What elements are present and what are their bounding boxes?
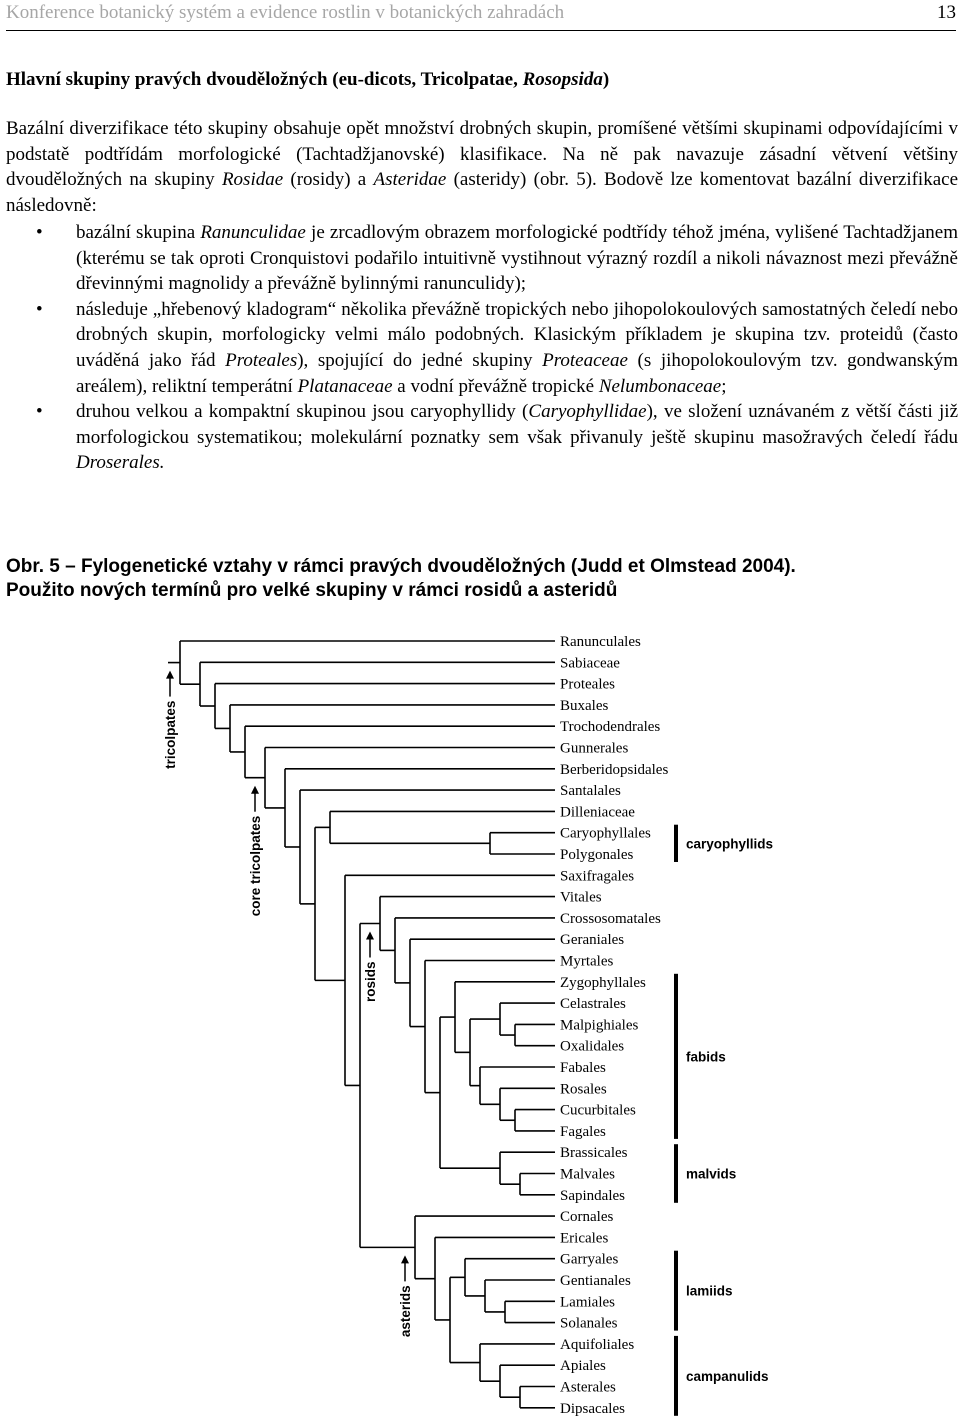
taxon-label: Brassicales — [560, 1145, 628, 1162]
italic-run: Proteales — [225, 349, 298, 371]
taxon-label: Fabales — [560, 1060, 606, 1076]
arrow-head-icon — [366, 931, 374, 939]
bullet-item — [0, 297, 958, 399]
taxon-label: Cornales — [560, 1209, 614, 1226]
taxon-label: Ericales — [560, 1230, 609, 1247]
text-run: druhou velkou a kompaktní skupinou jsou caryophyllidy ( — [76, 401, 529, 423]
text-run: Bazální diverzifikace této skupiny obsahuje opět množství drobných skupin, promíšené většími skupinami odpovídajícími v podstatě podtřídám morfologické (Tachtadžjanovské) klasifikace. Na ně pak navazuje zásadní větvení většiny dvouděložných na skupiny — [6, 118, 958, 191]
group-bracket — [674, 825, 773, 862]
taxon-label: Rosales — [560, 1081, 607, 1098]
taxon-label: Crossosomatales — [560, 910, 661, 927]
italic-run: Asteridae — [373, 169, 447, 191]
taxon-label: Malvales — [560, 1166, 615, 1183]
group-name: caryophyllids — [686, 836, 774, 852]
taxon-label: Santalales — [560, 783, 621, 800]
taxon-label: Lamiales — [560, 1294, 615, 1311]
clade-name: asterids — [398, 1285, 413, 1338]
running-header — [6, 0, 956, 31]
bracket-bar — [674, 825, 678, 862]
group-name: fabids — [686, 1049, 726, 1065]
text-run: bazální skupina — [76, 222, 201, 243]
text-run: následuje „hřebenový kladogram“ několika převážně tropických nebo jihopolokoulových samostatných čeledí nebo drobných skupin, morfologicky velmi málo podobných. Klasickým příkladem je skupina tzv. proteidů (často uváděná jako řád — [76, 298, 958, 371]
text-run: je zrcadlovým obrazem morfologické podtřídy téhož jména, vylišené Tachtadžjanem (kterému se tak oproti Cronquistovi podařilo intuitivně vystihnout výrazný rozdíl a nikoli návaznost mezi převážně dřevinnými magnolidy a převážně bylinnými ranunculidy); — [76, 222, 958, 295]
taxon-label: Oxalidales — [560, 1038, 625, 1055]
taxon-label: Fagales — [560, 1123, 606, 1140]
taxon-label: Apiales — [560, 1358, 606, 1375]
running-header-title: Konference botanický systém a evidence rostlin v botanických zahradách — [6, 2, 565, 23]
italic-run: Ranunculidae — [200, 222, 306, 243]
group-bracket — [674, 974, 726, 1139]
italic-run: Rosidae — [221, 169, 284, 191]
bullet-dot: • — [36, 222, 43, 243]
bullet-text — [76, 299, 958, 397]
text-run: ), ve složení uznávaném z větší části již morfologickou systematikou; molekulární poznatky sem však přivanuly ještě skupinu masožravých čeledí řádu — [76, 401, 958, 448]
clade-arrow-label — [398, 1255, 413, 1337]
bullet-item — [0, 220, 958, 297]
clade-arrow-label — [248, 786, 263, 917]
taxon-label: Aquifoliales — [560, 1336, 635, 1353]
phylogenetic-tree — [0, 620, 960, 1420]
arrow-head-icon — [401, 1255, 409, 1263]
group-bracket — [674, 1144, 736, 1203]
text-run: Hlavní skupiny pravých dvouděložných (eu-dicots, Tricolpatae, — [6, 69, 523, 90]
bracket-bar — [674, 1144, 678, 1203]
taxon-label: Zygophyllales — [560, 974, 646, 991]
taxon-label: Berberidopsidales — [560, 761, 669, 778]
italic-run: Droserales. — [76, 452, 165, 474]
taxon-label: Gunnerales — [560, 740, 629, 757]
group-bracket — [674, 1251, 733, 1331]
group-bracket — [674, 1336, 769, 1416]
taxon-label: Garryales — [560, 1251, 619, 1268]
group-name: campanulids — [686, 1368, 769, 1384]
taxon-label: Proteales — [560, 676, 615, 693]
bullet-item — [0, 399, 958, 476]
clade-arrow-label — [163, 671, 178, 769]
bullet-list — [0, 220, 958, 476]
page-number: 13 — [937, 2, 956, 23]
taxon-label: Dilleniaceae — [560, 804, 635, 821]
italic-run: Nelumbonaceae — [598, 375, 722, 397]
taxon-label: Caryophyllales — [560, 825, 651, 842]
text-run: (asteridy) (obr. 5). Bodově lze komentovat bazální diverzifikace následovně: — [6, 169, 959, 216]
group-name: lamiids — [686, 1283, 733, 1299]
taxon-label: Sabiaceae — [560, 655, 620, 672]
taxon-label: Celastrales — [560, 996, 626, 1013]
italic-run: Proteaceae — [542, 349, 628, 371]
text-run: (s jihopolokoulovým tzv. gondwanským areálem), reliktní temperátní — [76, 349, 958, 397]
italic-run: Caryophyllidae — [528, 401, 647, 423]
taxon-label: Gentianales — [560, 1273, 631, 1289]
text-run: ), spojující do jedné skupiny — [297, 349, 543, 371]
italic-run: Rosopsida — [522, 69, 603, 90]
taxon-label: Trochodendrales — [560, 719, 661, 736]
bracket-bar — [674, 1251, 678, 1331]
figure-caption-line2: Použito nových termínů pro velké skupiny v rámci rosidů a asteridů — [6, 580, 618, 601]
taxon-label: Saxifragales — [560, 868, 635, 885]
clade-name: core tricolpates — [248, 815, 263, 917]
taxon-label: Sapindales — [560, 1187, 625, 1204]
clade-name: tricolpates — [163, 700, 178, 769]
taxon-label: Geraniales — [560, 932, 625, 949]
section-heading — [6, 69, 609, 91]
taxon-label: Myrtales — [560, 953, 614, 970]
taxon-label: Solanales — [560, 1315, 618, 1332]
italic-run: Platanaceae — [297, 375, 393, 397]
taxon-label: Asterales — [560, 1379, 616, 1396]
taxon-label: Buxales — [560, 697, 609, 714]
bullet-dot: • — [36, 298, 43, 320]
figure-caption-line1: Obr. 5 – Fylogenetické vztahy v rámci pravých dvouděložných (Judd et Olmstead 2004). — [6, 556, 796, 577]
taxon-label: Cucurbitales — [560, 1102, 636, 1119]
group-name: malvids — [686, 1166, 737, 1182]
text-run: ; — [721, 375, 727, 397]
bullet-text — [76, 222, 958, 294]
intro-paragraph — [6, 116, 958, 218]
clade-arrow-label — [363, 931, 378, 1002]
bracket-bar — [674, 974, 678, 1139]
text-run: a vodní převážně tropické — [392, 375, 599, 397]
taxon-label: Vitales — [560, 889, 602, 906]
figure-caption — [6, 555, 956, 603]
arrow-head-icon — [166, 671, 174, 679]
text-run: ) — [602, 69, 610, 90]
text-run: (rosidy) a — [283, 169, 374, 191]
taxon-label: Polygonales — [560, 847, 634, 863]
arrow-head-icon — [251, 786, 259, 794]
bracket-bar — [674, 1336, 678, 1416]
clade-name: rosids — [363, 961, 378, 1003]
taxon-label: Ranunculales — [560, 634, 641, 650]
taxon-label: Dipsacales — [560, 1400, 625, 1417]
bullet-text — [76, 401, 958, 473]
bullet-dot: • — [36, 401, 43, 423]
taxon-label: Malpighiales — [560, 1017, 639, 1034]
